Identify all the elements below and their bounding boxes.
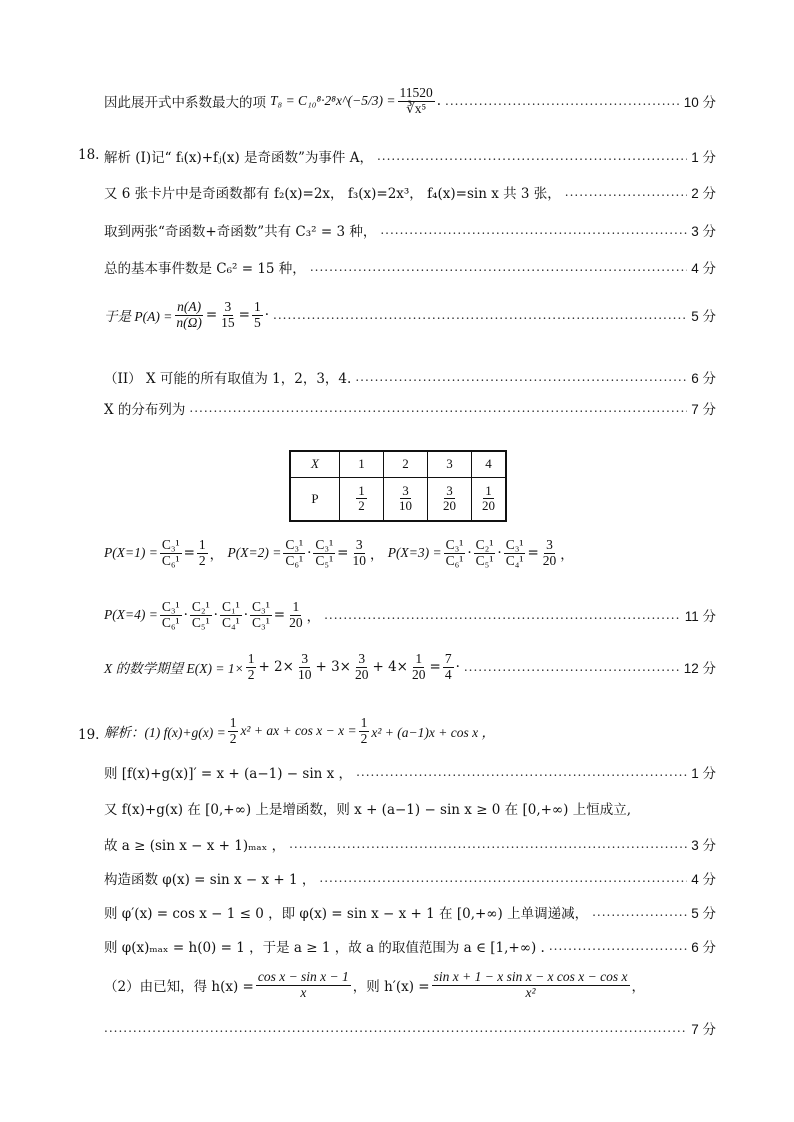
question-number: 18. (78, 147, 100, 163)
leader-dots (445, 94, 680, 108)
solution-line (104, 1018, 716, 1038)
fraction: $\frac{n(A)}{n(\Omega)}$ (176, 299, 202, 330)
leader-dots (189, 401, 687, 415)
solution-line (104, 146, 716, 166)
line-text: 总的基本事件数是 C₆² = 15 种， (104, 261, 306, 277)
score-label: 1 分 (691, 766, 716, 781)
leader-dots (380, 223, 687, 237)
table-cell: 1 (340, 451, 384, 477)
solution-line (104, 257, 716, 277)
fraction: $\frac{1}{5}$ (253, 299, 261, 330)
line-text: （II） X 可能的所有取值为 1，2，3，4. (104, 371, 352, 387)
table-cell: $\frac{1}{20}$ (472, 477, 507, 521)
solution-line (104, 182, 716, 202)
leader-dots (289, 837, 687, 851)
score-label: 5 分 (691, 906, 716, 921)
table-header-x: X (290, 451, 340, 477)
line-text: 因此展开式中系数最大的项 (104, 95, 266, 112)
line-text: 则 φ(x)ₘₐₓ = h(0) = 1 ，于是 a ≥ 1 ，故 a 的取值范围为 a ∈ [1,+∞) . (104, 940, 545, 956)
table-cell: $\frac{3}{10}$ (384, 477, 428, 521)
score-label: 4 分 (691, 872, 716, 887)
score-label: 1 分 (691, 150, 716, 165)
line-text: 又 6 张卡片中是奇函数都有 f₂(x)=2x， f₃(x)=2x³， f₄(x)=sin x 共 3 张， (104, 186, 561, 202)
score-label: 12 分 (683, 661, 716, 677)
score-label: 7 分 (691, 1022, 716, 1037)
line-text: 则 [f(x)+g(x)]′ = x + (a−1) − sin x ， (104, 766, 353, 782)
solution-line (104, 798, 716, 818)
leader-dots (377, 149, 687, 163)
solution-line: P(X=4) = $\frac{\text{C₃¹}}{\text{C₆¹}}$ · $\frac{\text{C₂¹}}{\text{C₅¹}}$ · $\frac{\text{C₁¹}}{\text{C₄¹}}$ · $\frac{\text{C₃¹}}{\text{C₃¹}}$ = $\frac{1}{20}$ ， ..... 11 分 (104, 600, 716, 631)
fraction-numerator: 11520 (399, 85, 433, 100)
leader-dots (592, 905, 687, 919)
solution-line (104, 762, 716, 782)
solution-line (104, 367, 716, 387)
math-expr: T₈ = C₁₀⁸·2⁸x^(−5/3) = (270, 93, 396, 109)
math-expr: 于是 P(A) = (104, 309, 173, 325)
score-label: 3 分 (691, 838, 716, 853)
table-header-p: P (290, 477, 340, 521)
leader-dots (464, 660, 680, 674)
score-label: 5 分 (691, 309, 716, 325)
score-label: 3 分 (691, 224, 716, 239)
score-label: 6 分 (691, 940, 716, 955)
score-label: 7 分 (691, 402, 716, 417)
leader-dots (319, 871, 687, 885)
leader-dots (273, 308, 687, 322)
solution-line: 于是 P(A) = $\frac{n(A)}{n(\Omega)}$ = $\frac{3}{15}$ = $\frac{1}{5}$ · ..... 5 分 (104, 300, 716, 331)
leader-dots (355, 370, 687, 384)
line-text: 又 f(x)+g(x) 在 [0,+∞) 上是增函数，则 x + (a−1) − sin x ≥ 0 在 [0,+∞) 上恒成立, (104, 802, 632, 818)
score-label: 4 分 (691, 261, 716, 276)
solution-line: （2）由已知，得 h(x) = $\frac{\text{cos x − sin x − 1}}{x}$ ，则 h′(x) = $\frac{\text{sin x + 1 − x sin x − x cos x − cos x}}{\text{x²}}$ ， (104, 969, 646, 1000)
solution-line: 因此展开式中系数最大的项 T₈ = C₁₀⁸·2⁸x^(−5/3) = $\frac{11520}{\text{∛x⁵}}$ . ..... 10 分 (104, 86, 716, 117)
fraction-denominator: ∛x⁵ (406, 100, 427, 116)
table-cell: $\frac{3}{20}$ (428, 477, 472, 521)
distribution-table (289, 450, 507, 522)
leader-dots (104, 1021, 687, 1035)
fraction (398, 86, 435, 117)
score-label: 2 分 (691, 186, 716, 201)
leader-dots (565, 185, 687, 199)
table-cell: 3 (428, 451, 472, 477)
score-label: 10 分 (683, 95, 716, 111)
line-text: 则 φ′(x) = cos x − 1 ≤ 0 ，即 φ(x) = sin x − x + 1 在 [0,+∞) 上单调递减， (104, 906, 589, 922)
solution-line: P(X=1) = $\frac{\text{C₃¹}}{\text{C₆¹}}$ = $\frac{1}{2}$ ， P(X=2) = $\frac{\text{C₃¹}}{\text{C₆¹}}$ · $\frac{\text{C₃¹}}{\text{C₅¹}}$ = $\frac{3}{10}$ ， P(X=3) = $\frac{\text{C₃¹}}{\text{C₆¹}}$ · $\frac{\text{C₂¹}}{\text{C₅¹}}$ · $\frac{\text{C₃¹}}{\text{C₄¹}}$ = $\frac{3}{20}$ ， (104, 537, 574, 568)
solution-line (104, 902, 716, 922)
line-text: 构造函数 φ(x) = sin x − x + 1 ， (104, 872, 316, 888)
table-cell: $\frac{1}{2}$ (340, 477, 384, 521)
solution-line (104, 868, 716, 888)
solution-line (104, 834, 716, 854)
solution-line (104, 398, 716, 418)
line-text: 取到两张“奇函数+奇函数”共有 C₃² = 3 种， (104, 224, 377, 240)
table-cell: 4 (472, 451, 507, 477)
table-cell: 2 (384, 451, 428, 477)
question-number: 19. (78, 727, 100, 743)
line-text: 解析 (I)记“ fᵢ(x)+fⱼ(x) 是奇函数”为事件 A， (104, 150, 373, 166)
leader-dots (356, 765, 687, 779)
score-label: 6 分 (691, 371, 716, 386)
solution-line: X 的数学期望 E(X) = 1× $\frac{1}{2}$ + 2× $\frac{3}{10}$ + 3× $\frac{3}{20}$ + 4× $\frac{1}{20}$ = $\frac{7}{4}$ · ..... 12 分 (104, 652, 716, 683)
solution-line: 解析：(1) f(x)+g(x) = $\frac{1}{2}$ x² + ax + cos x − x = $\frac{1}{2}$ x² + (a−1)x + cos x ， (104, 715, 495, 746)
leader-dots (324, 608, 681, 622)
line-text: X 的分布列为 (104, 402, 186, 418)
solution-line (104, 936, 716, 956)
leader-dots (310, 260, 687, 274)
fraction: $\frac{3}{15}$ (221, 299, 235, 330)
score-label: 11 分 (684, 609, 716, 625)
leader-dots (549, 939, 687, 953)
solution-line (104, 220, 716, 240)
line-text: 故 a ≥ (sin x − x + 1)ₘₐₓ ， (104, 838, 286, 854)
